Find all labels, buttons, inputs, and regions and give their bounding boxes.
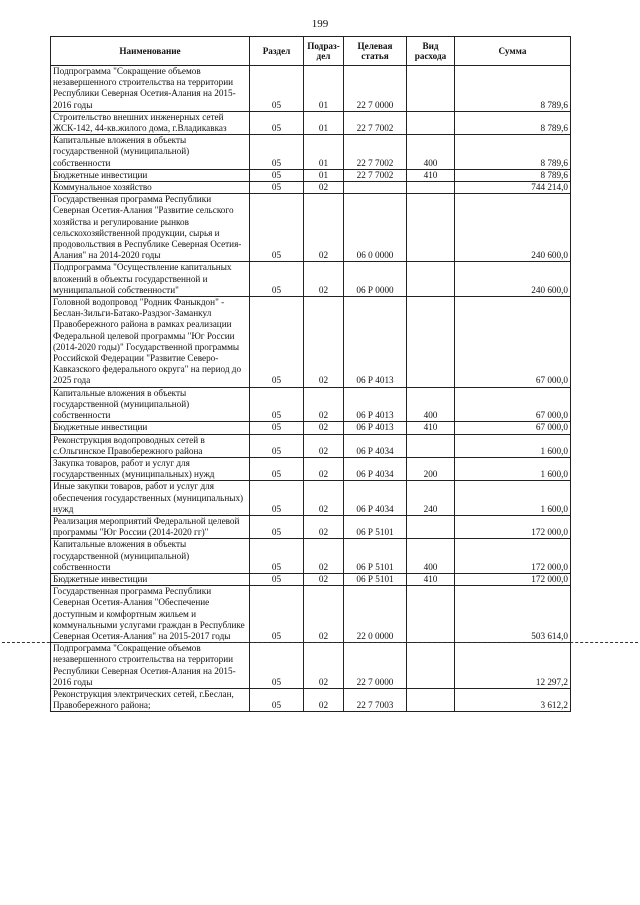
row-section: 05 bbox=[250, 387, 304, 422]
row-expense: 400 bbox=[407, 539, 455, 574]
table-row bbox=[51, 643, 571, 689]
row-name: Коммунальное хозяйство bbox=[51, 182, 250, 194]
row-sum: 503 614,0 bbox=[455, 586, 571, 643]
table-row bbox=[51, 182, 571, 194]
row-section: 05 bbox=[250, 182, 304, 194]
row-subsection: 02 bbox=[304, 297, 344, 388]
header-row bbox=[51, 37, 571, 66]
row-sum: 1 600,0 bbox=[455, 457, 571, 480]
row-sum: 8 789,6 bbox=[455, 135, 571, 170]
table-row bbox=[51, 135, 571, 170]
row-target: 06 Р 4013 bbox=[344, 387, 407, 422]
row-subsection: 02 bbox=[304, 182, 344, 194]
row-name: Капитальные вложения в объекты государственной (муниципальной) собственности bbox=[51, 135, 250, 170]
row-expense bbox=[407, 111, 455, 134]
row-expense bbox=[407, 66, 455, 112]
row-sum: 8 789,6 bbox=[455, 169, 571, 181]
row-section: 05 bbox=[250, 481, 304, 516]
row-expense: 400 bbox=[407, 135, 455, 170]
row-section: 05 bbox=[250, 643, 304, 689]
row-subsection: 02 bbox=[304, 434, 344, 457]
row-subsection: 01 bbox=[304, 111, 344, 134]
row-expense bbox=[407, 434, 455, 457]
header-expense: Вид расхода bbox=[407, 37, 455, 66]
row-expense bbox=[407, 643, 455, 689]
row-expense bbox=[407, 297, 455, 388]
row-expense bbox=[407, 688, 455, 711]
row-name: Бюджетные инвестиции bbox=[51, 422, 250, 434]
strike-line bbox=[2, 642, 638, 643]
row-subsection: 02 bbox=[304, 481, 344, 516]
header-target: Целевая статья bbox=[344, 37, 407, 66]
row-name: Бюджетные инвестиции bbox=[51, 573, 250, 585]
row-expense: 410 bbox=[407, 169, 455, 181]
row-target bbox=[344, 182, 407, 194]
row-sum: 8 789,6 bbox=[455, 66, 571, 112]
row-target: 22 7 7003 bbox=[344, 688, 407, 711]
row-sum: 172 000,0 bbox=[455, 573, 571, 585]
table-row bbox=[51, 481, 571, 516]
row-name: Подпрограмма "Сокращение объемов незавершенного строительства на территории Республики Северная Осетия-Алания на 2015-2016 годы bbox=[51, 66, 250, 112]
row-name: Иные закупки товаров, работ и услуг для обеспечения государственных (муниципальных) нужд bbox=[51, 481, 250, 516]
row-section: 05 bbox=[250, 111, 304, 134]
table-row bbox=[51, 66, 571, 112]
row-subsection: 02 bbox=[304, 387, 344, 422]
row-sum: 12 297,2 bbox=[455, 643, 571, 689]
row-section: 05 bbox=[250, 135, 304, 170]
row-section: 05 bbox=[250, 297, 304, 388]
row-expense bbox=[407, 194, 455, 262]
row-sum: 1 600,0 bbox=[455, 434, 571, 457]
row-expense: 410 bbox=[407, 422, 455, 434]
row-name: Государственная программа Республики Северная Осетия-Алания "Развитие сельского хозяйства и регулирование рынков сельскохозяйственной продукции, сырья и продовольствия в Республике Северная Осетия-Алания" на 2014-2020 годы bbox=[51, 194, 250, 262]
row-subsection: 02 bbox=[304, 457, 344, 480]
row-subsection: 02 bbox=[304, 515, 344, 538]
row-section: 05 bbox=[250, 66, 304, 112]
row-name: Капитальные вложения в объекты государственной (муниципальной) собственности bbox=[51, 387, 250, 422]
row-name: Капитальные вложения в объекты государственной (муниципальной) собственности bbox=[51, 539, 250, 574]
row-target: 22 7 7002 bbox=[344, 111, 407, 134]
row-sum: 67 000,0 bbox=[455, 422, 571, 434]
row-expense: 200 bbox=[407, 457, 455, 480]
header-sum: Сумма bbox=[455, 37, 571, 66]
row-sum: 3 612,2 bbox=[455, 688, 571, 711]
row-name: Реконструкция водопроводных сетей в с.Ольгинское Правобережного района bbox=[51, 434, 250, 457]
table-row bbox=[51, 688, 571, 711]
header-subsection: Подраз-дел bbox=[304, 37, 344, 66]
row-subsection: 02 bbox=[304, 194, 344, 262]
row-subsection: 02 bbox=[304, 262, 344, 297]
row-sum: 1 600,0 bbox=[455, 481, 571, 516]
row-subsection: 02 bbox=[304, 688, 344, 711]
row-target: 22 7 0000 bbox=[344, 66, 407, 112]
row-section: 05 bbox=[250, 573, 304, 585]
row-name: Закупка товаров, работ и услуг для государственных (муниципальных) нужд bbox=[51, 457, 250, 480]
row-target: 06 Р 5101 bbox=[344, 573, 407, 585]
row-target: 06 Р 4034 bbox=[344, 457, 407, 480]
row-section: 05 bbox=[250, 262, 304, 297]
row-sum: 744 214,0 bbox=[455, 182, 571, 194]
row-target: 22 7 7002 bbox=[344, 169, 407, 181]
row-name: Реконструкция электрических сетей, г.Беслан, Правобережного района; bbox=[51, 688, 250, 711]
row-target: 06 Р 5101 bbox=[344, 515, 407, 538]
table-row bbox=[51, 515, 571, 538]
row-target: 06 Р 4013 bbox=[344, 422, 407, 434]
row-name: Подпрограмма "Осуществление капитальных вложений в объекты государственной и муниципальной собственности" bbox=[51, 262, 250, 297]
row-subsection: 01 bbox=[304, 66, 344, 112]
row-expense: 240 bbox=[407, 481, 455, 516]
row-target: 22 7 0000 bbox=[344, 643, 407, 689]
row-subsection: 02 bbox=[304, 539, 344, 574]
table-row bbox=[51, 387, 571, 422]
page-number: 199 bbox=[311, 18, 329, 30]
row-target: 06 Р 4034 bbox=[344, 434, 407, 457]
row-name: Головной водопровод "Родник Фаныкдон" - Беслан-Зильги-Батако-Раздзог-Заманкул Правобережного района в рамках реализации Федеральной целевой программы "Юг России (2014-2020 годы)" Государственной программы Российской Федерации "Развитие Северо-Кавказского федерального округа" на период до 2025 года bbox=[51, 297, 250, 388]
row-subsection: 02 bbox=[304, 422, 344, 434]
table-row bbox=[51, 457, 571, 480]
table-row bbox=[51, 262, 571, 297]
header-name: Наименование bbox=[51, 37, 250, 66]
header-section: Раздел bbox=[250, 37, 304, 66]
row-subsection: 02 bbox=[304, 643, 344, 689]
row-section: 05 bbox=[250, 169, 304, 181]
row-section: 05 bbox=[250, 457, 304, 480]
row-target: 22 0 0000 bbox=[344, 586, 407, 643]
row-subsection: 02 bbox=[304, 573, 344, 585]
row-expense bbox=[407, 182, 455, 194]
row-expense bbox=[407, 515, 455, 538]
row-name: Бюджетные инвестиции bbox=[51, 169, 250, 181]
row-sum: 8 789,6 bbox=[455, 111, 571, 134]
table-row bbox=[51, 434, 571, 457]
row-target: 22 7 7002 bbox=[344, 135, 407, 170]
row-section: 05 bbox=[250, 515, 304, 538]
row-subsection: 01 bbox=[304, 135, 344, 170]
table-row bbox=[51, 169, 571, 181]
row-subsection: 02 bbox=[304, 586, 344, 643]
table-row bbox=[51, 297, 571, 388]
row-section: 05 bbox=[250, 539, 304, 574]
row-sum: 67 000,0 bbox=[455, 387, 571, 422]
row-target: 06 0 0000 bbox=[344, 194, 407, 262]
table-row bbox=[51, 111, 571, 134]
row-sum: 172 000,0 bbox=[455, 515, 571, 538]
row-sum: 240 600,0 bbox=[455, 262, 571, 297]
row-sum: 240 600,0 bbox=[455, 194, 571, 262]
budget-table bbox=[50, 36, 571, 712]
row-subsection: 01 bbox=[304, 169, 344, 181]
row-expense: 400 bbox=[407, 387, 455, 422]
table-row bbox=[51, 194, 571, 262]
row-name: Подпрограмма "Сокращение объемов незавершенного строительства на территории Республики Северная Осетия-Алания на 2015-2016 годы bbox=[51, 643, 250, 689]
table-row bbox=[51, 422, 571, 434]
table-row bbox=[51, 586, 571, 643]
row-expense: 410 bbox=[407, 573, 455, 585]
row-section: 05 bbox=[250, 434, 304, 457]
table-row bbox=[51, 573, 571, 585]
row-target: 06 Р 4013 bbox=[344, 297, 407, 388]
row-sum: 67 000,0 bbox=[455, 297, 571, 388]
row-section: 05 bbox=[250, 586, 304, 643]
row-section: 05 bbox=[250, 422, 304, 434]
row-name: Государственная программа Республики Северная Осетия-Алания "Обеспечение доступным и комфортным жильем и коммунальными услугами граждан в Республике Северная Осетия-Алания" на 2015-2017 годы bbox=[51, 586, 250, 643]
row-name: Реализация мероприятий Федеральной целевой программы "Юг России (2014-2020 гг)" bbox=[51, 515, 250, 538]
table-row bbox=[51, 539, 571, 574]
row-expense bbox=[407, 586, 455, 643]
row-expense bbox=[407, 262, 455, 297]
row-target: 06 Р 5101 bbox=[344, 539, 407, 574]
row-target: 06 Р 0000 bbox=[344, 262, 407, 297]
row-target: 06 Р 4034 bbox=[344, 481, 407, 516]
row-sum: 172 000,0 bbox=[455, 539, 571, 574]
row-section: 05 bbox=[250, 688, 304, 711]
row-section: 05 bbox=[250, 194, 304, 262]
row-name: Строительство внешних инженерных сетей ЖСК-142, 44-кв.жилого дома, г.Владикавказ bbox=[51, 111, 250, 134]
